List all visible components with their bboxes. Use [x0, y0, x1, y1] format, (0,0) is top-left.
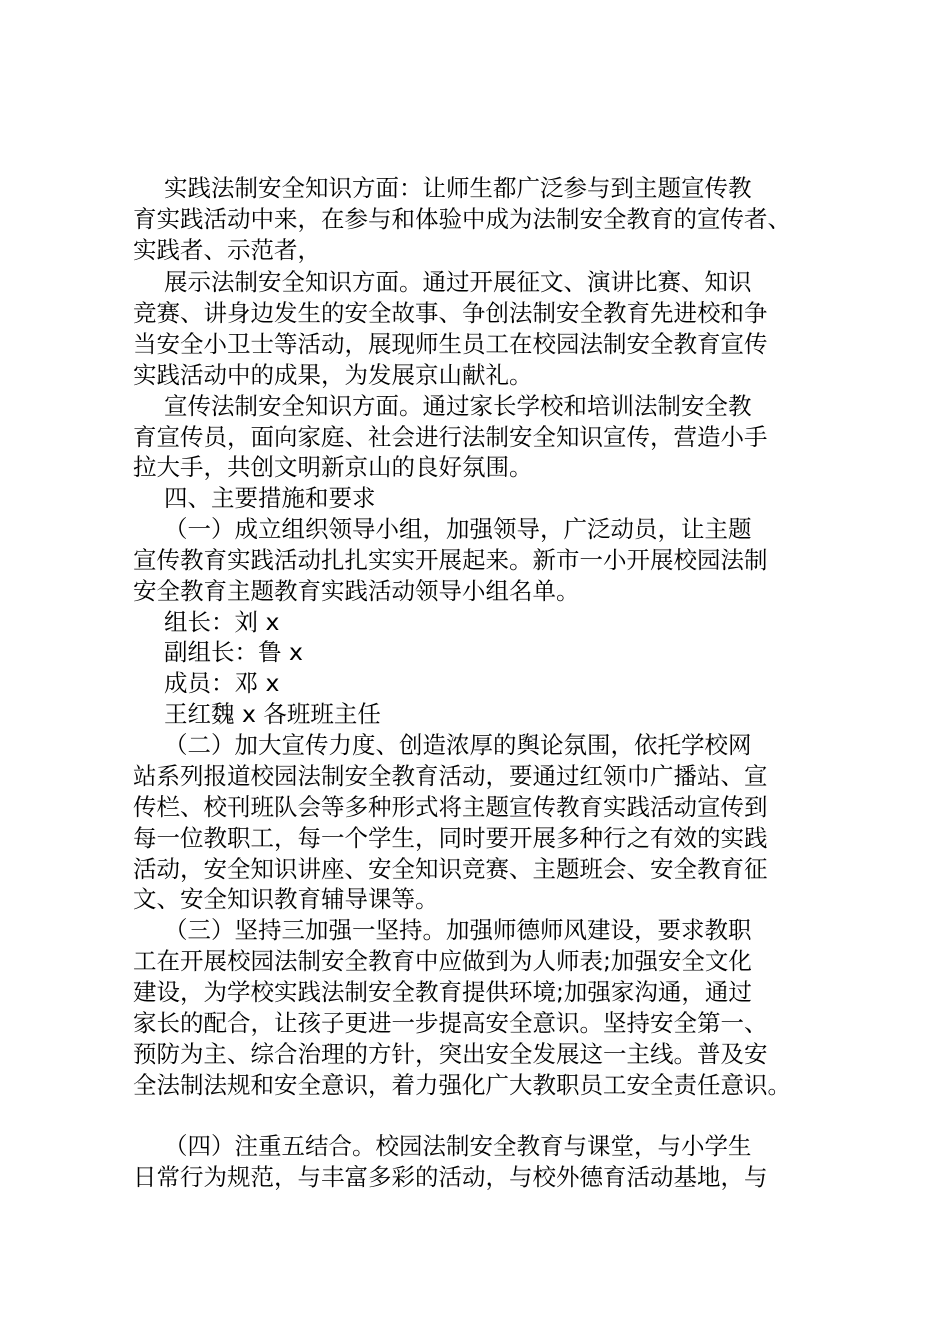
paragraph-line: 育宣传员，面向家庭、社会进行法制安全知识宣传，营造小手	[133, 423, 768, 451]
paragraph-line: 站系列报道校园法制安全教育活动，要通过红领巾广播站、宣	[133, 762, 768, 790]
paragraph-line: 全法制法规和安全意识，着力强化广大教职员工安全责任意识。	[133, 1071, 791, 1099]
paragraph-line: 竞赛、讲身边发生的安全故事、争创法制安全教育先进校和争	[133, 299, 768, 327]
paragraph-line: （三）坚持三加强一坚持。加强师德师风建设，要求教职	[164, 916, 752, 944]
list-item: 组长：刘 x	[164, 608, 280, 636]
paragraph-line: （一）成立组织领导小组，加强领导，广泛动员，让主题	[164, 515, 752, 543]
paragraph-line: 家长的配合，让孩子更进一步提高安全意识。坚持安全第一、	[133, 1009, 768, 1037]
list-item: 副组长：鲁 x	[164, 638, 303, 666]
paragraph-line: 安全教育主题教育实践活动领导小组名单。	[133, 577, 580, 605]
paragraph-line: 宣传法制安全知识方面。通过家长学校和培训法制安全教	[164, 392, 752, 420]
list-item: 成员：邓 x	[164, 669, 280, 697]
paragraph-line: 拉大手，共创文明新京山的良好氛围。	[133, 453, 533, 481]
paragraph-line: 当安全小卫士等活动，展现师生员工在校园法制安全教育宣传	[133, 330, 768, 358]
paragraph-line: 实践法制安全知识方面：让师生都广泛参与到主题宣传教	[164, 174, 752, 202]
paragraph-line: 每一位教职工，每一个学生，同时要开展多种行之有效的实践	[133, 824, 768, 852]
paragraph-line: 文、安全知识教育辅导课等。	[133, 885, 439, 913]
paragraph-line: 预防为主、综合治理的方针，突出安全发展这一主线。普及安	[133, 1040, 768, 1068]
paragraph-line: 传栏、校刊班队会等多种形式将主题宣传教育实践活动宣传到	[133, 793, 768, 821]
list-item: 王红魏 x 各班班主任	[164, 700, 381, 728]
paragraph-line: 展示法制安全知识方面。通过开展征文、演讲比赛、知识	[164, 268, 752, 296]
paragraph-line: 活动，安全知识讲座、安全知识竞赛、主题班会、安全教育征	[133, 855, 768, 883]
paragraph-line: 实践者、示范者，	[133, 236, 321, 264]
paragraph-line: 建设，为学校实践法制安全教育提供环境;加强家沟通，通过	[133, 978, 752, 1006]
paragraph-line: 日常行为规范，与丰富多彩的活动，与校外德育活动基地，与	[133, 1163, 768, 1191]
paragraph-line: （二）加大宣传力度、创造浓厚的舆论氛围，依托学校网	[164, 731, 752, 759]
paragraph-line: 宣传教育实践活动扎扎实实开展起来。新市一小开展校园法制	[133, 546, 768, 574]
paragraph-line: 实践活动中的成果，为发展京山献礼。	[133, 361, 533, 389]
paragraph-line: 育实践活动中来，在参与和体验中成为法制安全教育的宣传者、	[133, 205, 791, 233]
paragraph-line: 工在开展校园法制安全教育中应做到为人师表;加强安全文化	[133, 947, 752, 975]
paragraph-line: （四）注重五结合。校园法制安全教育与课堂，与小学生	[164, 1132, 752, 1160]
section-heading: 四、主要措施和要求	[164, 484, 376, 512]
